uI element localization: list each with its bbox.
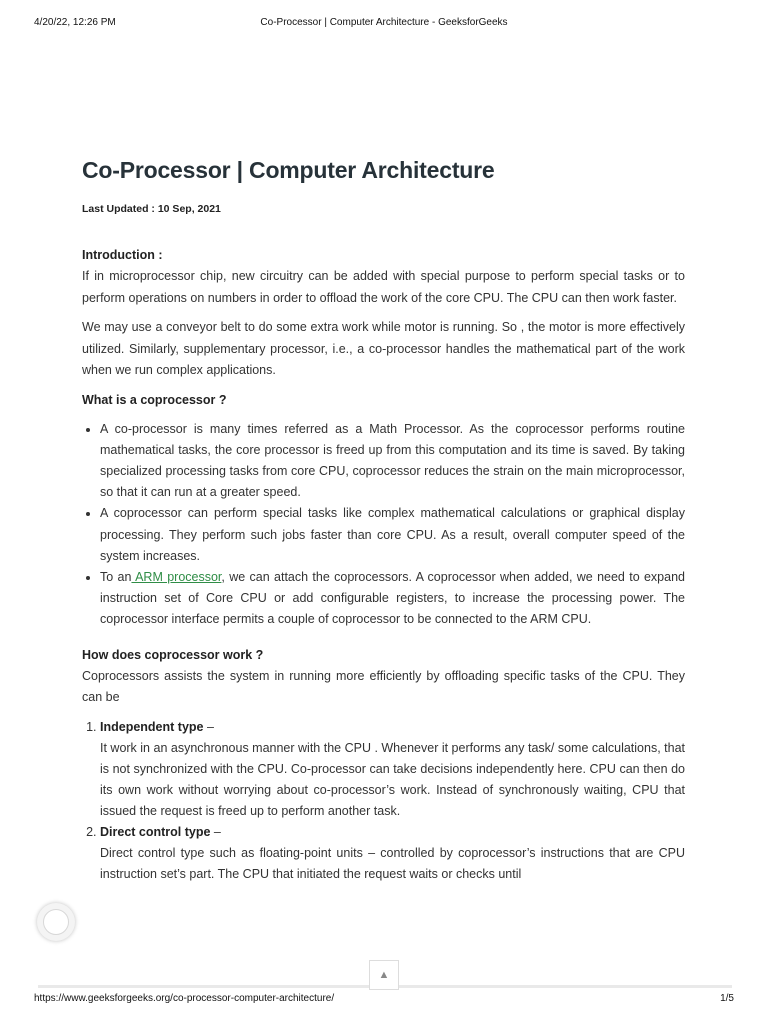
what-heading: What is a coprocessor ? — [82, 392, 227, 407]
page-url: https://www.geeksforgeeks.org/co-processor-computer-architecture/ — [34, 993, 335, 1004]
type-title: Direct control type — [100, 824, 211, 839]
intro-paragraph-1: If in microprocessor chip, new circuitry can be added with special purpose to perform special tasks or to perform operations on numbers in order to offload the work of the core CPU. The CPU can then work faster. — [82, 269, 685, 305]
coprocessor-bullet-list — [82, 419, 685, 631]
how-paragraph: Coprocessors assists the system in running more efficiently by offloading specific tasks of the CPU. They can be — [82, 668, 685, 705]
intro-paragraph-2: We may use a conveyor belt to do some extra work while motor is running. So , the motor is more effectively utilized. Similarly, supplementary processor, i.e., a co-processor handles the mathematical part of the work when we run complex applications. — [82, 320, 685, 377]
type-dash: – — [203, 719, 214, 734]
list-item — [100, 822, 685, 885]
scroll-up-button[interactable] — [369, 960, 399, 990]
type-dash: – — [210, 824, 221, 839]
list-item — [100, 717, 685, 822]
article-title: Co-Processor | Computer Architecture — [82, 157, 495, 183]
article — [82, 150, 685, 885]
bullet-text-prefix: To an — [100, 569, 132, 584]
type-description: Direct control type such as floating-point units – controlled by coprocessor’s instructions that are CPU instruction set’s part. The CPU that initiated the request waits or checks until — [100, 845, 685, 881]
list-item — [100, 567, 685, 631]
intro-heading: Introduction : — [82, 248, 163, 262]
print-header — [34, 17, 734, 31]
arm-processor-link[interactable]: ARM processor — [131, 569, 222, 584]
floating-circle-button[interactable] — [37, 903, 75, 941]
type-description: It work in an asynchronous manner with the CPU . Whenever it performs any task/ some calculations, that is not synchronized with the CPU. Co-processor can take decisions independently here. CPU can then do its own work without worrying about co-processor’s work. Instead of synchronously waiting, CPU that issued the request is freed up to perform another task. — [100, 740, 685, 818]
caret-up-icon: ▲ — [378, 969, 390, 981]
page-number: 1/5 — [720, 993, 734, 1004]
last-updated: Last Updated : 10 Sep, 2021 — [82, 203, 221, 215]
bullet-text-suffix: , we can attach the coprocessors. A coprocessor when added, we need to expand instruction set of Core CPU or add configurable registers, to increase the processing power. The coprocessor interface permits a couple of coprocessor to be connected to the ARM CPU. — [100, 569, 685, 627]
circle-icon — [43, 909, 69, 935]
list-item: • A coprocessor can perform special tasks like complex mathematical calculations or graphical display processing. They perform such jobs faster than core CPU. As a result, overall computer speed of the system increases. — [100, 503, 685, 567]
list-item: • A co-processor is many times referred as a Math Processor. As the coprocessor performs routine mathematical tasks, the core processor is freed up from this computation and its time is saved. By taking specialized processing tasks from core CPU, coprocessor reduces the strain on the main microprocessor, so that it can run at a greater speed. — [100, 419, 685, 504]
coprocessor-types-list — [82, 717, 685, 885]
how-heading: How does coprocessor work ? — [82, 647, 264, 662]
print-page-title: Co-Processor | Computer Architecture - GeeksforGeeks — [260, 17, 508, 28]
type-title: Independent type — [100, 719, 204, 734]
print-footer — [34, 993, 734, 1007]
print-date: 4/20/22, 12:26 PM — [34, 17, 116, 28]
